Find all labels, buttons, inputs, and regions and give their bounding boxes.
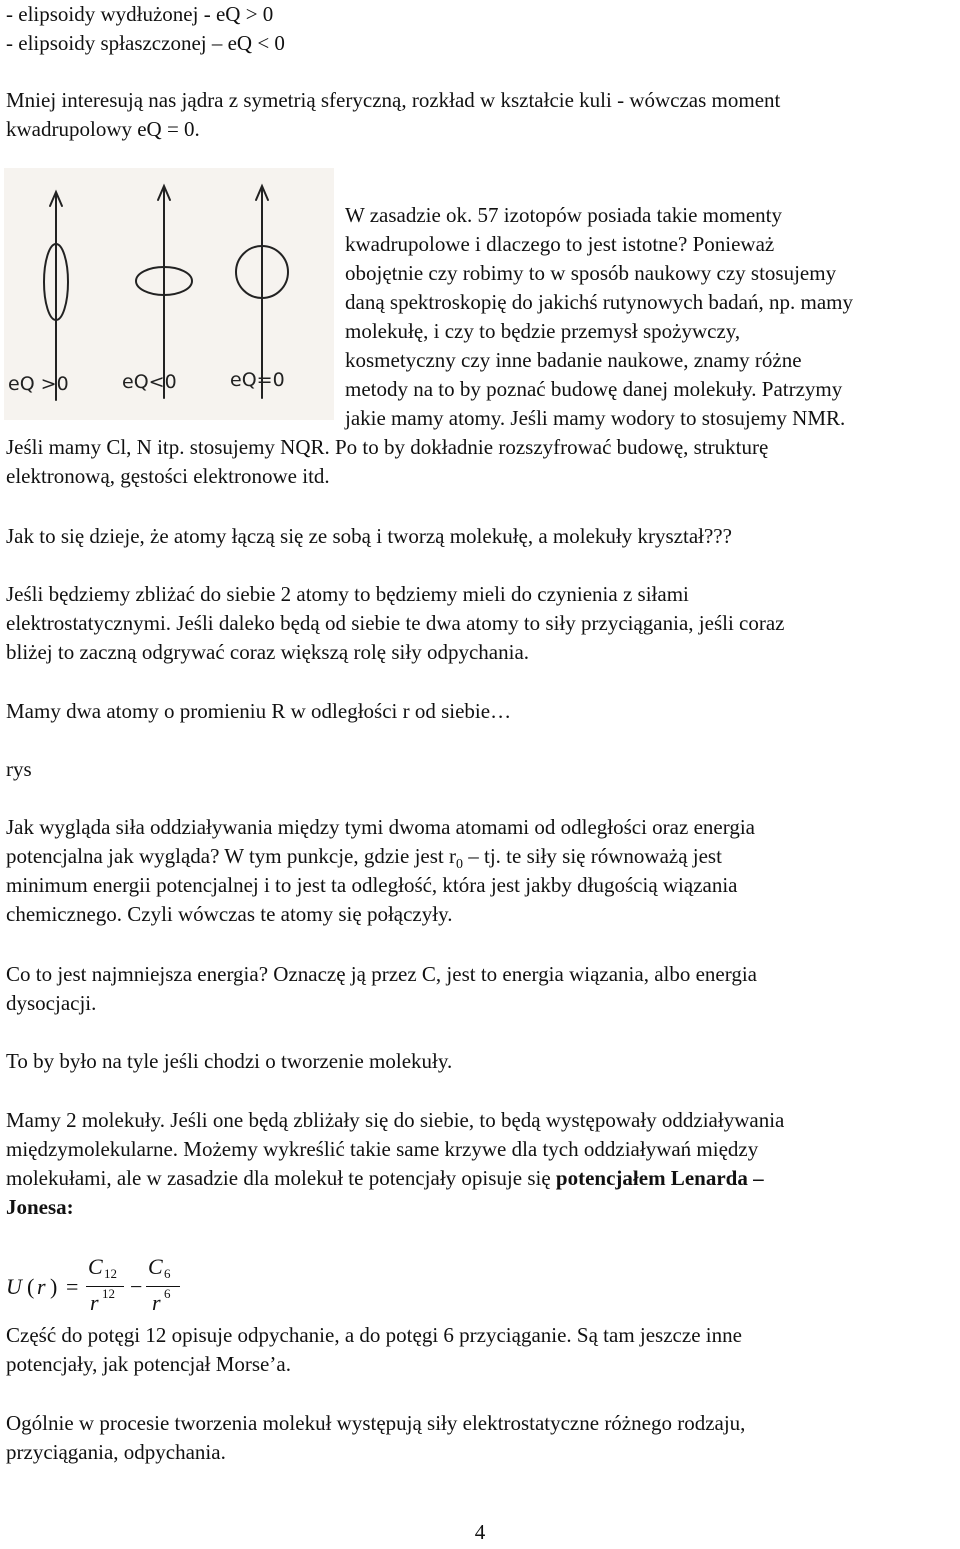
text-line: elektrostatycznymi. Jeśli daleko będą od siebie te dwa atomy to siły przyciągania, jeśli coraz bbox=[6, 611, 785, 635]
text-line: rys bbox=[6, 757, 32, 781]
text-line: obojętnie czy robimy to w sposób naukowy czy stosujemy bbox=[345, 261, 837, 285]
formula-var: r bbox=[37, 1274, 46, 1299]
formula-numerator-c: C bbox=[148, 1254, 163, 1279]
text-line: dysocjacji. bbox=[6, 991, 97, 1015]
text-line: chemicznego. Czyli wówczas te atomy się połączyły. bbox=[6, 902, 453, 926]
text-line: międzymolekularne. Możemy wykreślić takie same krzywe dla tych oddziaływań między bbox=[6, 1137, 759, 1161]
text-line: Mamy dwa atomy o promieniu R w odległości r od siebie… bbox=[6, 699, 512, 723]
quadrupole-sketch-figure bbox=[4, 168, 334, 420]
text-line bbox=[6, 1164, 764, 1193]
page-number: 4 bbox=[474, 1520, 486, 1544]
label-eq-negative: eQ<0 bbox=[122, 371, 177, 393]
quadrupole-sketch bbox=[4, 168, 334, 420]
text-line: molekułę, i czy to będzie przemysł spożywczy, bbox=[345, 319, 741, 343]
text-fragment: molekułami, ale w zasadzie dla molekuł te potencjały opisuje się bbox=[6, 1166, 556, 1190]
text-line: Mamy 2 molekuły. Jeśli one będą zbliżały się do siebie, to będą występowały oddziaływania bbox=[6, 1108, 785, 1132]
formula-superscript-12: 12 bbox=[102, 1286, 115, 1301]
text-line: elektronową, gęstości elektronowe itd. bbox=[6, 464, 330, 488]
text-line: Część do potęgi 12 opisuje odpychanie, a do potęgi 6 przyciąganie. Są tam jeszcze inne bbox=[6, 1323, 742, 1347]
text-line: Ogólnie w procesie tworzenia molekuł występują siły elektrostatyczne różnego rodzaju, bbox=[6, 1411, 746, 1435]
formula-denominator-r: r bbox=[90, 1290, 99, 1315]
formula-superscript-6: 6 bbox=[164, 1286, 171, 1301]
formula-subscript-12: 12 bbox=[104, 1266, 117, 1281]
formula-lhs: U bbox=[6, 1274, 22, 1299]
text-line: minimum energii potencjalnej i to jest ta odległość, która jest jakby długością wiązania bbox=[6, 873, 738, 897]
formula-paren-open: ( bbox=[27, 1274, 35, 1299]
text-line: kwadrupolowy eQ = 0. bbox=[6, 117, 200, 141]
label-eq-zero: eQ=0 bbox=[230, 369, 285, 391]
formula-equals: = bbox=[66, 1274, 79, 1299]
text-line: metody na to by poznać budowę danej molekuły. Patrzymy bbox=[345, 377, 843, 401]
formula-denominator-r: r bbox=[152, 1290, 161, 1315]
text-fragment: – tj. te siły się równoważą jest bbox=[463, 844, 722, 868]
text-line: daną spektroskopię do jakichś rutynowych badań, np. mamy bbox=[345, 290, 853, 314]
formula-numerator-c: C bbox=[88, 1254, 103, 1279]
text-line: kosmetyczny czy inne badanie naukowe, znamy różne bbox=[345, 348, 802, 372]
fraction-bar-2 bbox=[146, 1286, 180, 1287]
text-line: jakie mamy atomy. Jeśli mamy wodory to stosujemy NMR. bbox=[345, 406, 846, 430]
bold-term: Jonesa: bbox=[6, 1195, 74, 1219]
text-line: Jeśli mamy Cl, N itp. stosujemy NQR. Po to by dokładnie rozszyfrować budowę, strukturę bbox=[6, 435, 769, 459]
text-line: Jeśli będziemy zbliżać do siebie 2 atomy to będziemy mieli do czynienia z siłami bbox=[6, 582, 689, 606]
text-fragment: potencjalna jak wygląda? W tym punkcje, gdzie jest r bbox=[6, 844, 456, 868]
text-line: Co to jest najmniejsza energia? Oznaczę ją przez C, jest to energia wiązania, albo energia bbox=[6, 962, 758, 986]
text-line: Mniej interesują nas jądra z symetrią sferyczną, rozkład w kształcie kuli - wówczas moment bbox=[6, 88, 781, 112]
text-line: - elipsoidy spłaszczonej – eQ < 0 bbox=[6, 31, 285, 55]
text-line: - elipsoidy wydłużonej - eQ > 0 bbox=[6, 2, 274, 26]
lennard-jones-formula bbox=[6, 1250, 206, 1325]
bold-term: potencjałem Lenarda – bbox=[555, 1166, 764, 1190]
formula-minus: − bbox=[130, 1274, 143, 1299]
text-line: bliżej to zaczną odgrywać coraz większą rolę siły odpychania. bbox=[6, 640, 530, 664]
label-eq-positive: eQ >0 bbox=[8, 373, 69, 395]
text-line: przyciągania, odpychania. bbox=[6, 1440, 226, 1464]
text-line: To by było na tyle jeśli chodzi o tworzenie molekuły. bbox=[6, 1049, 453, 1073]
text-line: kwadrupolowe i dlaczego to jest istotne? Ponieważ bbox=[345, 232, 775, 256]
formula-paren-close: ) bbox=[50, 1274, 58, 1299]
text-line: Jak wygląda siła oddziaływania między tymi dwoma atomami od odległości oraz energia bbox=[6, 815, 755, 839]
text-line: potencjały, jak potencjał Morse’a. bbox=[6, 1352, 291, 1376]
text-line: Jak to się dzieje, że atomy łączą się ze sobą i tworzą molekułę, a molekuły kryształ??? bbox=[6, 524, 732, 548]
formula-subscript-6: 6 bbox=[164, 1266, 171, 1281]
subscript: 0 bbox=[456, 857, 463, 873]
text-line: W zasadzie ok. 57 izotopów posiada takie momenty bbox=[345, 203, 782, 227]
